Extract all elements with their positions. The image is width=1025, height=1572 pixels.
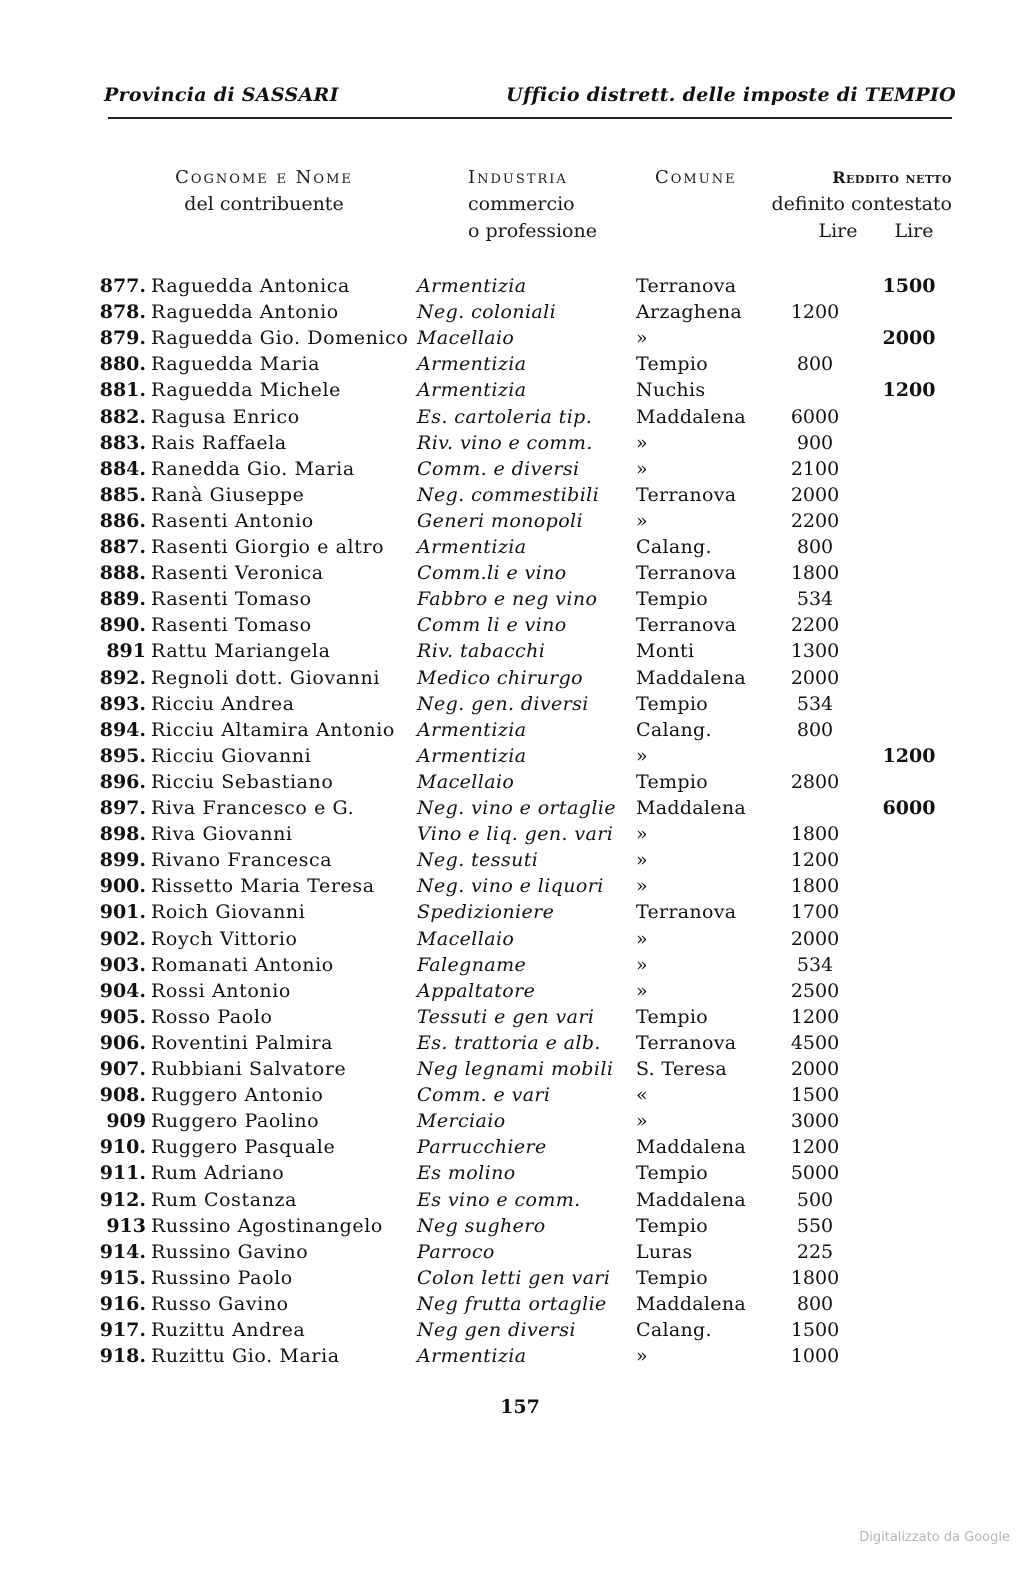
reddito-definito: 500 xyxy=(796,1188,834,1211)
comune: Maddalena xyxy=(636,1188,747,1211)
reddito-definito: 800 xyxy=(796,718,834,741)
taxpayer-name: Russo Gavino xyxy=(151,1292,289,1315)
reddito-definito: 1500 xyxy=(790,1319,840,1341)
row-number: 916. xyxy=(99,1292,146,1315)
reddito-definito: 800 xyxy=(796,1292,834,1315)
comune: Calang. xyxy=(636,1319,712,1341)
industry: Es vino e comm. xyxy=(417,1188,581,1211)
column-header-comune xyxy=(655,164,755,191)
table-row xyxy=(0,1004,1025,1030)
comune: Calang. xyxy=(636,718,712,741)
comune: Luras xyxy=(636,1240,693,1263)
taxpayer-name: Rasenti Veronica xyxy=(151,562,324,585)
table-row xyxy=(0,456,1025,482)
row-number: 896. xyxy=(99,770,146,793)
taxpayer-name: Ranedda Gio. Maria xyxy=(151,457,355,480)
reddito-definito: 2100 xyxy=(790,457,840,480)
table-row xyxy=(0,926,1025,952)
comune: Terranova xyxy=(636,275,737,297)
header-rule xyxy=(108,117,952,119)
taxpayer-name: Russino Agostinangelo xyxy=(151,1214,383,1237)
taxpayer-name: Rattu Mariangela xyxy=(151,640,331,663)
row-number: 907. xyxy=(99,1058,146,1080)
row-number: 903. xyxy=(99,953,146,976)
comune: Tempio xyxy=(636,692,708,715)
industry: Falegname xyxy=(417,953,527,976)
industry: Merciaio xyxy=(417,1110,506,1133)
taxpayer-name: Raguedda Antonica xyxy=(151,275,350,297)
reddito-definito: 1200 xyxy=(790,1136,840,1159)
header-province: Provincia di SASSARI xyxy=(104,84,339,106)
table-row xyxy=(0,691,1025,717)
taxpayer-name: Raguedda Michele xyxy=(151,379,341,402)
industry: Armentizia xyxy=(417,1345,527,1368)
table-row xyxy=(0,638,1025,664)
column-header-industry-sub1: commercio xyxy=(468,193,575,215)
column-header-name-title: Cognome e Nome xyxy=(175,167,353,188)
column-header-name xyxy=(150,164,378,218)
table-row xyxy=(0,351,1025,377)
row-number: 883. xyxy=(99,431,146,454)
column-header-industry-title: Industria xyxy=(468,167,568,188)
table-row xyxy=(0,612,1025,638)
reddito-definito: 1500 xyxy=(790,1084,840,1107)
taxpayer-name: Ruggero Paolino xyxy=(151,1110,320,1133)
row-number: 888. xyxy=(99,562,146,585)
row-number: 909 xyxy=(106,1110,146,1133)
table-row xyxy=(0,952,1025,978)
industry: Macellaio xyxy=(417,927,515,950)
comune: » xyxy=(636,457,648,480)
industry: Neg. gen. diversi xyxy=(417,692,589,715)
table-row xyxy=(0,1082,1025,1108)
reddito-definito: 2000 xyxy=(790,666,840,689)
column-header-industry-sub2: o professione xyxy=(468,220,597,242)
column-header-comune-title: Comune xyxy=(655,167,737,188)
industry: Macellaio xyxy=(417,327,515,350)
taxpayer-name: Rissetto Maria Teresa xyxy=(151,875,375,898)
row-number: 898. xyxy=(99,823,146,846)
comune: » xyxy=(636,509,648,532)
taxpayer-name: Ricciu Giovanni xyxy=(151,744,312,767)
lire-contestato: Lire xyxy=(894,220,934,242)
industry: Tessuti e gen vari xyxy=(417,1005,595,1028)
comune: Maddalena xyxy=(636,1136,747,1159)
comune: S. Teresa xyxy=(636,1058,727,1080)
taxpayer-name: Romanati Antonio xyxy=(151,953,334,976)
industry: Comm. e vari xyxy=(417,1084,551,1107)
reddito-definito: 1800 xyxy=(790,875,840,898)
comune: » xyxy=(636,875,648,898)
table-row xyxy=(0,1134,1025,1160)
row-number: 905. xyxy=(99,1005,146,1028)
taxpayer-name: Ranà Giuseppe xyxy=(151,483,305,506)
table-row xyxy=(0,377,1025,403)
table-row xyxy=(0,1187,1025,1213)
reddito-definito: 5000 xyxy=(790,1162,840,1185)
industry: Riv. tabacchi xyxy=(417,640,546,663)
taxpayer-name: Ruggero Pasquale xyxy=(151,1136,336,1159)
column-header-lire xyxy=(752,218,952,245)
table-row xyxy=(0,508,1025,534)
industry: Es. cartoleria tip. xyxy=(417,405,593,428)
reddito-contestato: 2000 xyxy=(882,327,936,350)
row-number: 878. xyxy=(99,301,146,324)
row-number: 895. xyxy=(99,744,146,767)
comune: » xyxy=(636,327,648,350)
reddito-definito: 1200 xyxy=(790,1005,840,1028)
table-row xyxy=(0,404,1025,430)
comune: Terranova xyxy=(636,562,737,585)
page-number: 157 xyxy=(500,1396,540,1418)
column-header-reddito xyxy=(752,164,952,245)
reddito-definito: 225 xyxy=(796,1240,834,1263)
table-row xyxy=(0,1056,1025,1082)
industry: Appaltatore xyxy=(417,979,536,1002)
industry: Fabbro e neg vino xyxy=(417,588,598,611)
taxpayer-name: Rasenti Tomaso xyxy=(151,588,312,611)
comune: Maddalena xyxy=(636,666,747,689)
table-row xyxy=(0,1213,1025,1239)
column-header-name-sub: del contribuente xyxy=(184,193,344,215)
industry: Vino e liq. gen. vari xyxy=(417,823,614,846)
industry: Comm li e vino xyxy=(417,614,567,637)
industry: Armentizia xyxy=(417,353,527,376)
taxpayer-name: Rosso Paolo xyxy=(151,1005,273,1028)
comune: » xyxy=(636,953,648,976)
comune: » xyxy=(636,927,648,950)
comune: Maddalena xyxy=(636,797,747,819)
taxpayer-name: Ruzittu Gio. Maria xyxy=(151,1345,340,1368)
comune: Terranova xyxy=(636,614,737,637)
taxpayer-name: Rais Raffaela xyxy=(151,431,287,454)
row-number: 877. xyxy=(99,275,146,297)
taxpayer-name: Ricciu Altamira Antonio xyxy=(151,718,395,741)
table-row xyxy=(0,299,1025,325)
industry: Neg. coloniali xyxy=(417,301,557,324)
row-number: 887. xyxy=(99,536,146,558)
row-number: 879. xyxy=(99,327,146,350)
row-number: 897. xyxy=(99,797,146,819)
reddito-definito: 550 xyxy=(796,1214,834,1237)
comune: » xyxy=(636,849,648,872)
taxpayer-name: Regnoli dott. Giovanni xyxy=(151,666,381,689)
reddito-definito: 6000 xyxy=(790,405,840,428)
reddito-definito: 1800 xyxy=(790,823,840,846)
comune: Arzaghena xyxy=(636,301,743,324)
reddito-definito: 900 xyxy=(796,431,834,454)
reddito-definito: 2500 xyxy=(790,979,840,1002)
column-header-contestato: contestato xyxy=(851,193,952,215)
table-row xyxy=(0,325,1025,351)
reddito-contestato: 6000 xyxy=(882,797,936,819)
comune: Terranova xyxy=(636,483,737,506)
comune: Tempio xyxy=(636,1005,708,1028)
table-row xyxy=(0,873,1025,899)
industry: Neg. vino e liquori xyxy=(417,875,604,898)
table-row xyxy=(0,560,1025,586)
taxpayer-name: Rum Adriano xyxy=(151,1162,285,1185)
reddito-definito: 2000 xyxy=(790,1058,840,1080)
industry: Armentizia xyxy=(417,536,527,558)
column-header-definito: definito xyxy=(771,193,845,215)
table-row xyxy=(0,847,1025,873)
row-number: 912. xyxy=(99,1188,146,1211)
table-row xyxy=(0,769,1025,795)
industry: Neg frutta ortaglie xyxy=(417,1292,607,1315)
industry: Macellaio xyxy=(417,770,515,793)
table-row xyxy=(0,743,1025,769)
row-number: 884. xyxy=(99,457,146,480)
table-row xyxy=(0,1265,1025,1291)
row-number: 880. xyxy=(99,353,146,376)
row-number: 904. xyxy=(99,979,146,1002)
taxpayer-name: Russino Gavino xyxy=(151,1240,309,1263)
reddito-contestato: 1200 xyxy=(882,744,936,767)
column-header-reddito-title: Reddito netto xyxy=(832,168,952,187)
comune: Calang. xyxy=(636,536,712,558)
table-row xyxy=(0,1317,1025,1343)
industry: Es molino xyxy=(417,1162,516,1185)
taxpayer-name: Rasenti Giorgio e altro xyxy=(151,536,385,558)
reddito-definito: 534 xyxy=(796,692,834,715)
row-number: 889. xyxy=(99,588,146,611)
row-number: 900. xyxy=(99,875,146,898)
reddito-definito: 1000 xyxy=(790,1345,840,1368)
comune: Monti xyxy=(636,640,695,663)
comune: Tempio xyxy=(636,1266,708,1289)
taxpayer-name: Rasenti Tomaso xyxy=(151,614,312,637)
reddito-definito: 800 xyxy=(796,353,834,376)
row-number: 906. xyxy=(99,1031,146,1054)
taxpayer-name: Ruzittu Andrea xyxy=(151,1319,306,1341)
reddito-definito: 1300 xyxy=(790,640,840,663)
taxpayer-name: Ragusa Enrico xyxy=(151,405,300,428)
reddito-definito: 534 xyxy=(796,953,834,976)
header-office: Ufficio distrett. delle imposte di TEMPIO xyxy=(506,84,956,106)
comune: » xyxy=(636,1110,648,1133)
industry: Riv. vino e comm. xyxy=(417,431,593,454)
reddito-definito: 1200 xyxy=(790,301,840,324)
taxpayer-name: Raguedda Antonio xyxy=(151,301,339,324)
row-number: 911. xyxy=(99,1162,146,1185)
row-number: 881. xyxy=(99,379,146,402)
lire-definito: Lire xyxy=(818,220,858,242)
industry: Armentizia xyxy=(417,379,527,402)
industry: Neg sughero xyxy=(417,1214,546,1237)
reddito-contestato: 1200 xyxy=(882,379,936,402)
table-row xyxy=(0,1239,1025,1265)
table-row xyxy=(0,534,1025,560)
industry: Parroco xyxy=(417,1240,495,1263)
comune: Tempio xyxy=(636,1162,708,1185)
taxpayer-name: Raguedda Gio. Domenico xyxy=(151,327,409,350)
row-number: 899. xyxy=(99,849,146,872)
reddito-definito: 1800 xyxy=(790,1266,840,1289)
taxpayer-name: Ruggero Antonio xyxy=(151,1084,324,1107)
taxpayer-name: Rubbiani Salvatore xyxy=(151,1058,347,1080)
industry: Armentizia xyxy=(417,718,527,741)
table-row xyxy=(0,273,1025,299)
reddito-definito: 1200 xyxy=(790,849,840,872)
row-number: 893. xyxy=(99,692,146,715)
table-row xyxy=(0,586,1025,612)
reddito-definito: 2200 xyxy=(790,509,840,532)
industry: Comm. e diversi xyxy=(417,457,580,480)
reddito-definito: 2000 xyxy=(790,927,840,950)
table-row xyxy=(0,821,1025,847)
row-number: 902. xyxy=(99,927,146,950)
taxpayer-name: Ricciu Andrea xyxy=(151,692,295,715)
taxpayer-name: Riva Giovanni xyxy=(151,823,293,846)
comune: Tempio xyxy=(636,353,708,376)
comune: » xyxy=(636,823,648,846)
row-number: 891 xyxy=(106,640,146,663)
taxpayer-name: Rasenti Antonio xyxy=(151,509,314,532)
reddito-definito: 3000 xyxy=(790,1110,840,1133)
row-number: 886. xyxy=(99,509,146,532)
taxpayer-name: Rum Costanza xyxy=(151,1188,298,1211)
comune: « xyxy=(636,1084,648,1107)
taxpayer-name: Raguedda Maria xyxy=(151,353,321,376)
row-number: 910. xyxy=(99,1136,146,1159)
comune: » xyxy=(636,1345,648,1368)
industry: Armentizia xyxy=(417,744,527,767)
comune: Tempio xyxy=(636,770,708,793)
taxpayer-name: Riva Francesco e G. xyxy=(151,797,355,819)
industry: Armentizia xyxy=(417,275,527,297)
comune: Terranova xyxy=(636,1031,737,1054)
table-row xyxy=(0,1108,1025,1134)
row-number: 885. xyxy=(99,483,146,506)
industry: Neg. commestibili xyxy=(417,483,600,506)
industry: Comm.li e vino xyxy=(417,562,567,585)
taxpayer-name: Roych Vittorio xyxy=(151,927,298,950)
row-number: 913 xyxy=(106,1214,146,1237)
industry: Neg. tessuti xyxy=(417,849,539,872)
table-row xyxy=(0,899,1025,925)
running-head xyxy=(104,84,956,114)
taxpayer-name: Russino Paolo xyxy=(151,1266,293,1289)
comune: » xyxy=(636,979,648,1002)
comune: Tempio xyxy=(636,1214,708,1237)
column-header-industry xyxy=(468,164,616,245)
row-number: 894. xyxy=(99,718,146,741)
table-row xyxy=(0,482,1025,508)
table-row xyxy=(0,1160,1025,1186)
comune: » xyxy=(636,431,648,454)
table-row xyxy=(0,795,1025,821)
industry: Neg. vino e ortaglie xyxy=(417,797,616,819)
industry: Parrucchiere xyxy=(417,1136,547,1159)
comune: Tempio xyxy=(636,588,708,611)
comune: Nuchis xyxy=(636,379,706,402)
reddito-definito: 1800 xyxy=(790,562,840,585)
industry: Spedizioniere xyxy=(417,901,555,924)
row-number: 915. xyxy=(99,1266,146,1289)
industry: Generi monopoli xyxy=(417,509,583,532)
row-number: 892. xyxy=(99,666,146,689)
table-row xyxy=(0,978,1025,1004)
reddito-definito: 534 xyxy=(796,588,834,611)
table-row xyxy=(0,717,1025,743)
industry: Es. trattoria e alb. xyxy=(417,1031,601,1054)
reddito-definito: 800 xyxy=(796,536,834,558)
taxpayer-name: Rivano Francesca xyxy=(151,849,333,872)
industry: Medico chirurgo xyxy=(417,666,584,689)
reddito-definito: 2800 xyxy=(790,770,840,793)
industry: Neg legnami mobili xyxy=(417,1058,614,1080)
table-row xyxy=(0,1343,1025,1369)
taxpayer-name: Roich Giovanni xyxy=(151,901,306,924)
reddito-definito: 4500 xyxy=(790,1031,840,1054)
row-number: 908. xyxy=(99,1084,146,1107)
table-row xyxy=(0,665,1025,691)
table-row xyxy=(0,430,1025,456)
reddito-definito: 1700 xyxy=(790,901,840,924)
table-row xyxy=(0,1291,1025,1317)
comune: Terranova xyxy=(636,901,737,924)
taxpayer-name: Roventini Palmira xyxy=(151,1031,334,1054)
industry: Neg gen diversi xyxy=(417,1319,576,1341)
row-number: 914. xyxy=(99,1240,146,1263)
reddito-definito: 2200 xyxy=(790,614,840,637)
reddito-contestato: 1500 xyxy=(882,275,936,297)
row-number: 917. xyxy=(99,1319,146,1341)
column-header-reddito-sub xyxy=(752,191,952,218)
taxpayer-name: Ricciu Sebastiano xyxy=(151,770,334,793)
row-number: 918. xyxy=(99,1345,146,1368)
comune: » xyxy=(636,744,648,767)
comune: Maddalena xyxy=(636,405,747,428)
comune: Maddalena xyxy=(636,1292,747,1315)
row-number: 901. xyxy=(99,901,146,924)
industry: Colon letti gen vari xyxy=(417,1266,611,1289)
taxpayer-name: Rossi Antonio xyxy=(151,979,291,1002)
row-number: 882. xyxy=(99,405,146,428)
row-number: 890. xyxy=(99,614,146,637)
digitization-watermark: Digitalizzato da Google xyxy=(859,1530,1010,1545)
reddito-definito: 2000 xyxy=(790,483,840,506)
table-row xyxy=(0,1030,1025,1056)
